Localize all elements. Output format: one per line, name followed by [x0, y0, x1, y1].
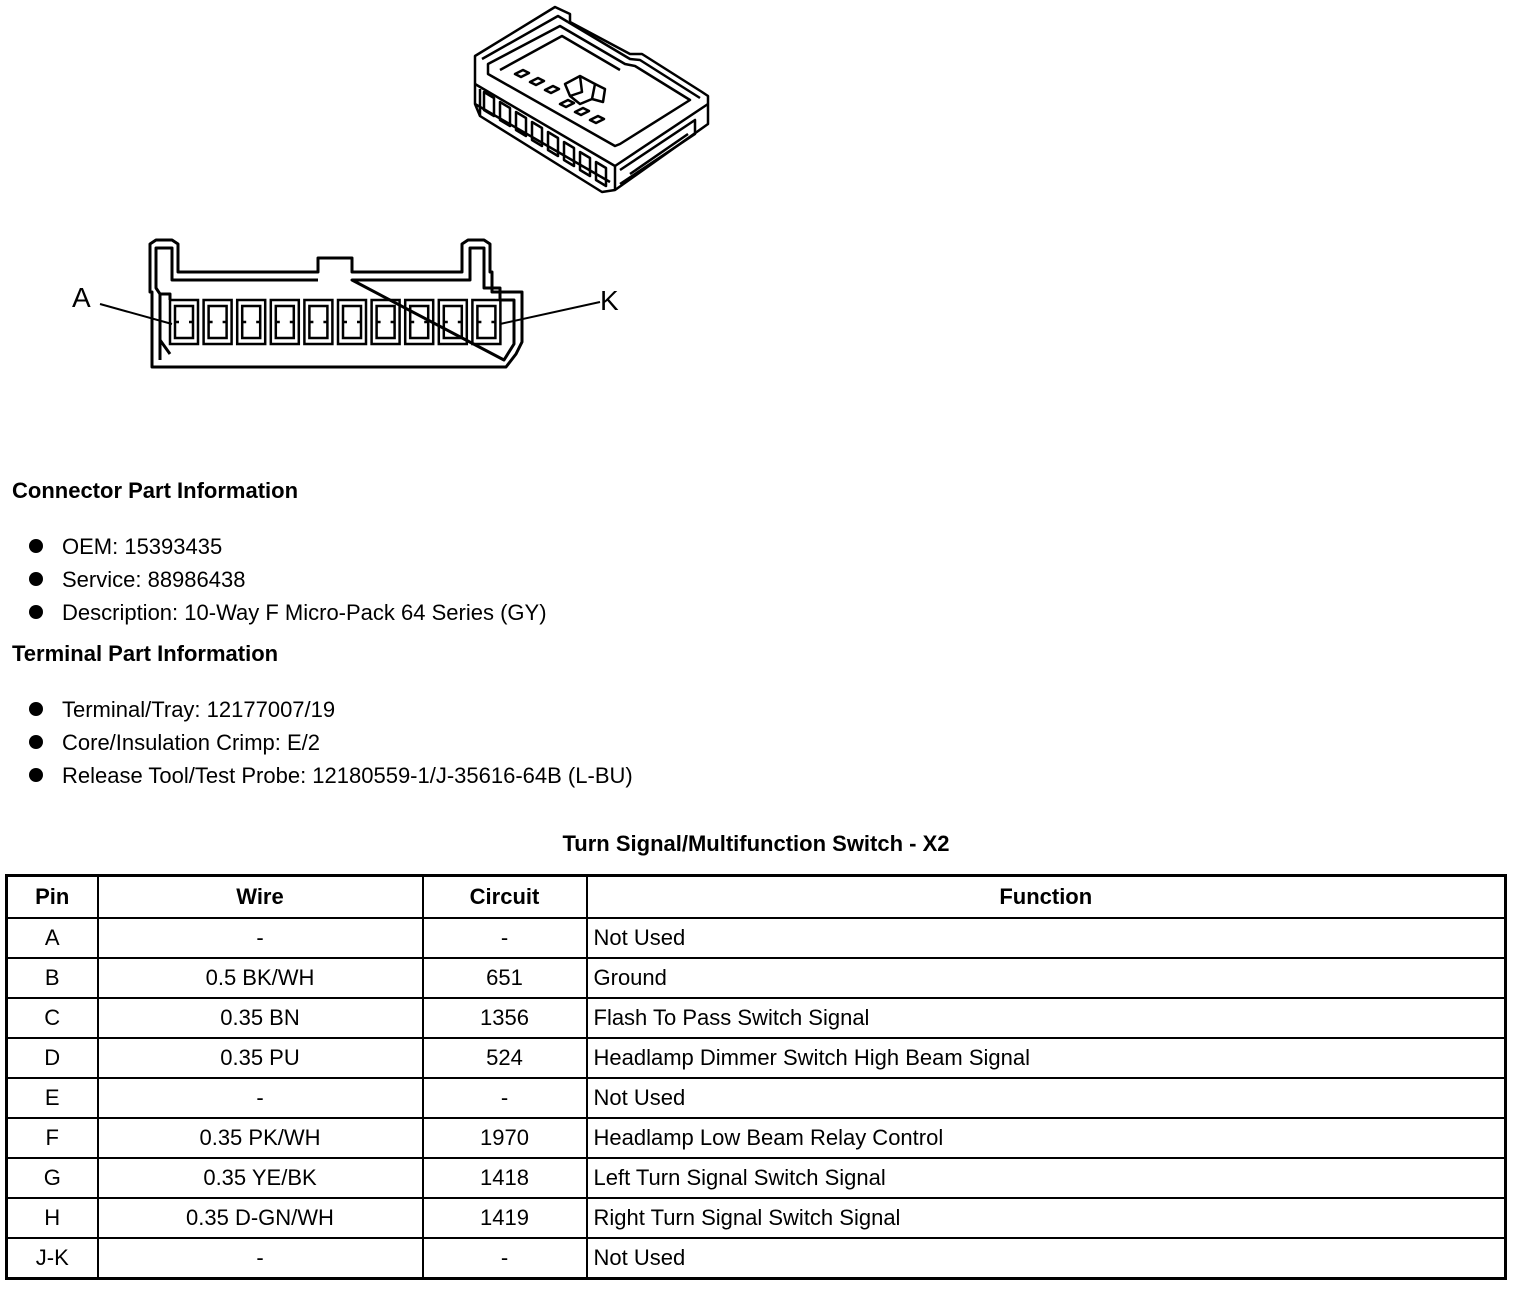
circuit-cell: 1419 [423, 1198, 587, 1238]
connector-part-info-list [28, 530, 547, 629]
column-header-function: Function [587, 876, 1506, 919]
pin-cell: F [7, 1118, 98, 1158]
circuit-cell: - [423, 1238, 587, 1279]
cavity [304, 300, 332, 344]
function-cell: Ground [587, 958, 1506, 998]
table-row [7, 1238, 1506, 1279]
cavity [439, 300, 467, 344]
pin-cell: J-K [7, 1238, 98, 1279]
table-row [7, 1078, 1506, 1118]
cavity [237, 300, 265, 344]
table-header-row [7, 876, 1506, 919]
pin-cell: H [7, 1198, 98, 1238]
list-item: Release Tool/Test Probe: 12180559-1/J-35616-64B (L-BU) [28, 759, 633, 792]
wire-cell: 0.5 BK/WH [98, 958, 423, 998]
wire-cell: - [98, 918, 423, 958]
cavity [271, 300, 299, 344]
function-cell: Headlamp Dimmer Switch High Beam Signal [587, 1038, 1506, 1078]
circuit-cell: 524 [423, 1038, 587, 1078]
list-item: Description: 10-Way F Micro-Pack 64 Series (GY) [28, 596, 547, 629]
wire-cell: 0.35 BN [98, 998, 423, 1038]
pin-cell: A [7, 918, 98, 958]
function-cell: Headlamp Low Beam Relay Control [587, 1118, 1506, 1158]
connector-face-drawing [60, 232, 640, 377]
function-cell: Left Turn Signal Switch Signal [587, 1158, 1506, 1198]
circuit-cell: 1356 [423, 998, 587, 1038]
wire-cell: 0.35 D-GN/WH [98, 1198, 423, 1238]
cavity [338, 300, 366, 344]
pin-cell: C [7, 998, 98, 1038]
cavity [372, 300, 400, 344]
pin-cell: G [7, 1158, 98, 1198]
list-item: OEM: 15393435 [28, 530, 547, 563]
circuit-cell: - [423, 1078, 587, 1118]
column-header-pin: Pin [7, 876, 98, 919]
connector-isometric-drawing [470, 4, 720, 199]
wire-cell: 0.35 YE/BK [98, 1158, 423, 1198]
table-row [7, 958, 1506, 998]
pin-a-label: A [72, 282, 91, 313]
table-row [7, 1198, 1506, 1238]
wire-cell: 0.35 PK/WH [98, 1118, 423, 1158]
column-header-circuit: Circuit [423, 876, 587, 919]
cavity [405, 300, 433, 344]
function-cell: Right Turn Signal Switch Signal [587, 1198, 1506, 1238]
cavity [472, 300, 500, 344]
table-body [7, 918, 1506, 1279]
circuit-cell: 651 [423, 958, 587, 998]
table-row [7, 998, 1506, 1038]
bullet-icon [29, 768, 43, 782]
terminal-part-info-list [28, 693, 633, 792]
list-item: Core/Insulation Crimp: E/2 [28, 726, 633, 759]
table-row [7, 918, 1506, 958]
column-header-wire: Wire [98, 876, 423, 919]
list-item: Terminal/Tray: 12177007/19 [28, 693, 633, 726]
bullet-icon [29, 539, 43, 553]
table-title: Turn Signal/Multifunction Switch - X2 [562, 831, 950, 856]
function-cell: Not Used [587, 1078, 1506, 1118]
bullet-icon [29, 702, 43, 716]
circuit-cell: - [423, 918, 587, 958]
connector-part-info-heading: Connector Part Information [12, 478, 299, 503]
pin-k-label: K [600, 285, 619, 316]
bullet-icon [29, 572, 43, 586]
function-cell: Not Used [587, 918, 1506, 958]
wire-cell: - [98, 1238, 423, 1279]
table-row [7, 1118, 1506, 1158]
table-row [7, 1038, 1506, 1078]
function-cell: Not Used [587, 1238, 1506, 1279]
function-cell: Flash To Pass Switch Signal [587, 998, 1506, 1038]
pin-cell: B [7, 958, 98, 998]
pin-cell: E [7, 1078, 98, 1118]
wire-cell: - [98, 1078, 423, 1118]
wire-cell: 0.35 PU [98, 1038, 423, 1078]
bullet-icon [29, 735, 43, 749]
circuit-cell: 1970 [423, 1118, 587, 1158]
table-row [7, 1158, 1506, 1198]
terminal-part-info-heading: Terminal Part Information [12, 641, 279, 666]
cavity-row [170, 300, 500, 344]
cavity [170, 300, 198, 344]
pin-table [5, 874, 1507, 1280]
cavity [204, 300, 232, 344]
list-item: Service: 88986438 [28, 563, 547, 596]
bullet-icon [29, 605, 43, 619]
circuit-cell: 1418 [423, 1158, 587, 1198]
pin-cell: D [7, 1038, 98, 1078]
